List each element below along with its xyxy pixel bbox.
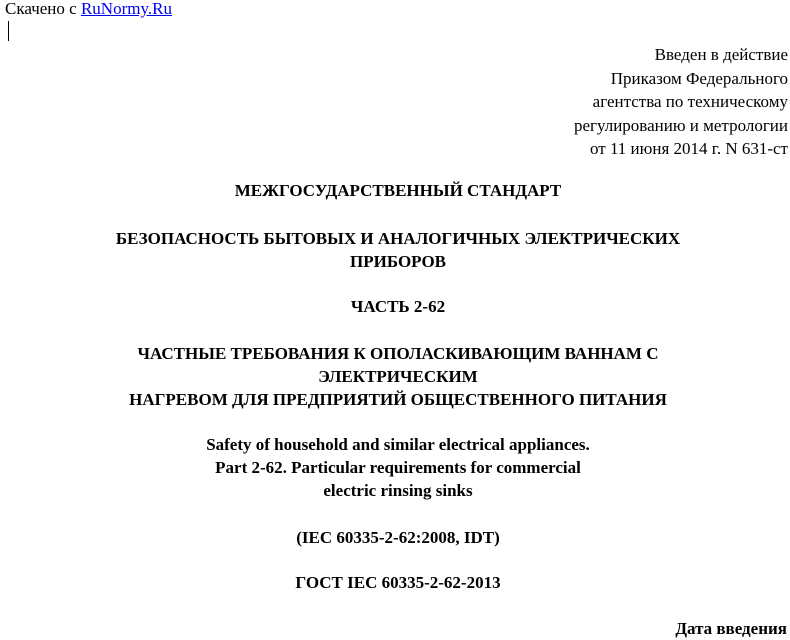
part-number: ЧАСТЬ 2-62 [350, 297, 446, 316]
standard-type-heading [0, 179, 790, 202]
iec-reference: (IEC 60335-2-62:2008, IDT) [296, 528, 500, 547]
requirements-line: ЧАСТНЫЕ ТРЕБОВАНИЯ К ОПОЛАСКИВАЮЩИМ ВАННАМ С [137, 344, 659, 363]
requirements-line: ЭЛЕКТРИЧЕСКИМ [318, 367, 478, 386]
enactment-line: агентства по техническому [592, 92, 788, 111]
english-title-line: electric rinsing sinks [323, 481, 473, 500]
title-line: БЕЗОПАСНОСТЬ БЫТОВЫХ И АНАЛОГИЧНЫХ ЭЛЕКТРИЧЕСКИХ [115, 229, 681, 248]
english-title [0, 433, 790, 502]
enactment-line: Приказом Федерального [610, 68, 788, 88]
source-prefix: Скачено с [5, 0, 81, 18]
enactment-line: от 11 июня 2014 г. N 631-ст [589, 139, 788, 158]
source-link[interactable]: RuNormy.Ru [80, 0, 172, 18]
standard-title [0, 227, 790, 273]
source-line [5, 0, 172, 20]
english-title-line: Safety of household and similar electrical appliances. [206, 435, 590, 454]
requirements-heading [0, 342, 790, 411]
english-title-line: Part 2-62. Particular requirements for commercial [215, 458, 581, 477]
requirements-line: НАГРЕВОМ ДЛЯ ПРЕДПРИЯТИЙ ОБЩЕСТВЕННОГО ПИТАНИЯ [129, 390, 667, 409]
text-cursor [8, 21, 9, 41]
standard-type: МЕЖГОСУДАРСТВЕННЫЙ СТАНДАРТ [234, 181, 562, 200]
enactment-line: Введен в действие [654, 45, 788, 64]
part-heading [0, 295, 790, 318]
iec-reference-block [0, 526, 790, 549]
title-line: ПРИБОРОВ [349, 252, 447, 271]
enactment-notice [574, 43, 788, 161]
enactment-line: регулированию и метрологии [573, 115, 788, 135]
intro-date-label: Дата введения [675, 619, 787, 638]
gost-number-block [0, 571, 790, 594]
gost-number: ГОСТ IEC 60335-2-62-2013 [295, 573, 501, 592]
